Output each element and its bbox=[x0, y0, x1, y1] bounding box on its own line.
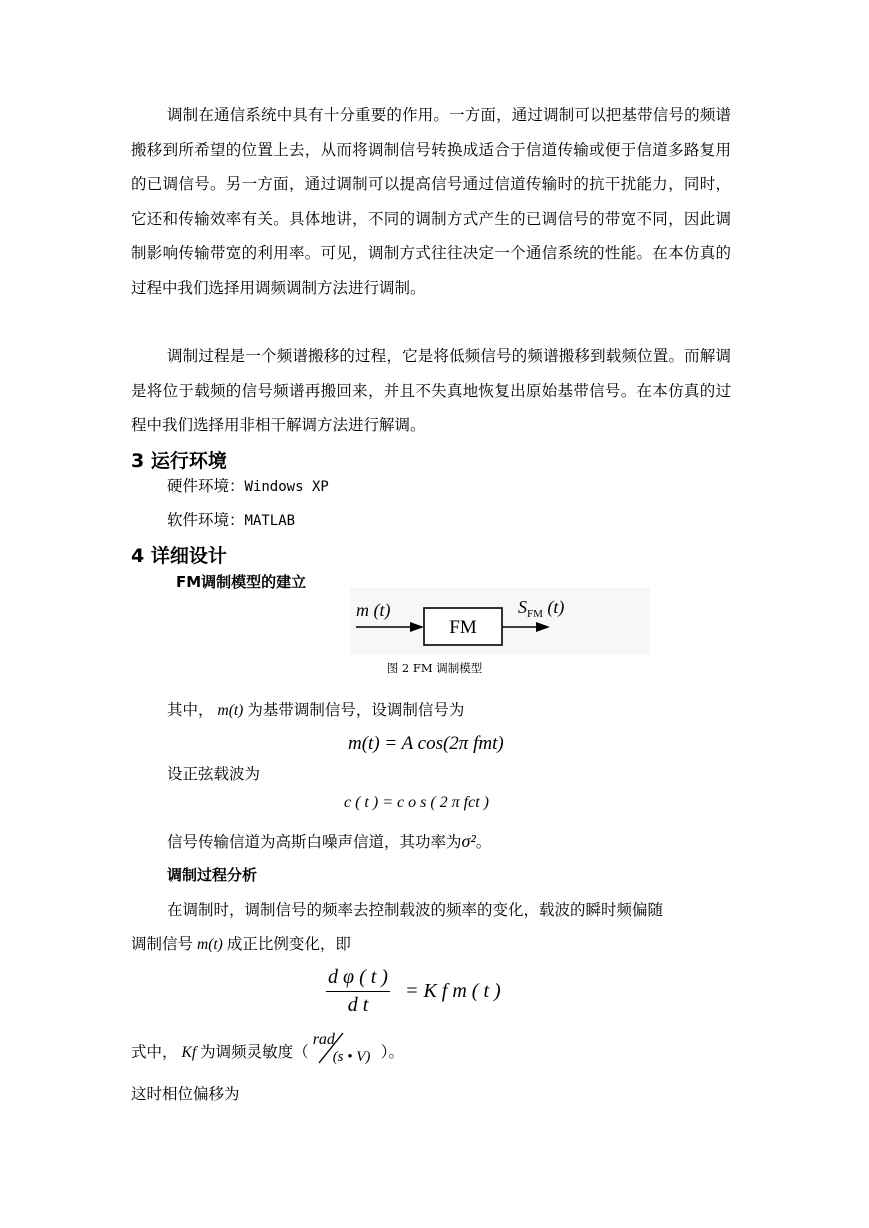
where-mt-symbol: m(t) bbox=[217, 702, 244, 719]
formula-carrier bbox=[344, 794, 489, 812]
derivative-rhs: = K f m ( t ) bbox=[404, 980, 501, 1002]
channel-prefix: 信号传输信道为高斯白噪声信道，其功率为 bbox=[167, 833, 462, 851]
diagram-input-label: m (t) bbox=[356, 600, 391, 620]
analysis-line2-prefix: 调制信号 bbox=[131, 935, 194, 953]
derivative-numerator: d φ ( t ) bbox=[326, 966, 390, 992]
where-prefix: 其中， bbox=[167, 701, 214, 719]
phase-shift-line: 这时相位偏移为 bbox=[131, 1085, 240, 1103]
kf-symbol: Kf bbox=[181, 1044, 197, 1061]
channel-suffix: 。 bbox=[475, 833, 492, 851]
where-mt-line bbox=[167, 698, 464, 720]
analysis-line-1: 在调制时，调制信号的频率去控制载波的频率的变化，载波的瞬时频偏随 bbox=[167, 901, 664, 919]
fm-block-diagram bbox=[350, 588, 650, 654]
kf-suffix: ）。 bbox=[380, 1043, 404, 1061]
formula-modulating-signal bbox=[348, 733, 504, 755]
section-4-heading: 4 详细设计 bbox=[131, 545, 227, 567]
carrier-intro-line: 设正弦载波为 bbox=[167, 765, 261, 783]
intro-paragraph-1: 调制在通信系统中具有十分重要的作用。一方面，通过调制可以把基带信号的频谱搬移到所希望的位置上去，从而将调制信号转换成适合于信道传输或便于信道多路复用的已调信号。另一方面，通过调制可以提高信号通过信道传输时的抗干扰能力，同时，它还和传输效率有关。具体地讲，不同的调制方式产生的已调信号的带宽不同，因此调制影响传输带宽的利用率。可见，调制方式往往决定一个通信系统的性能。在本仿真的过程中我们选择用调频调制方法进行调制。 bbox=[131, 106, 731, 297]
kf-unit-numerator: rad bbox=[312, 1031, 335, 1048]
software-env-label: 软件环境： bbox=[167, 511, 245, 529]
kf-mid: 为调频灵敏度（ bbox=[200, 1043, 309, 1061]
formula-ct-text: c ( t ) = c o s ( 2 π fct ) bbox=[344, 794, 489, 811]
analysis-line2-suffix: 成正比例变化，即 bbox=[226, 935, 351, 953]
analysis-mt-symbol: m(t) bbox=[197, 936, 223, 953]
formula-mt-text: m(t) = A cos(2π fmt) bbox=[348, 733, 504, 754]
where-suffix: 为基带调制信号，设调制信号为 bbox=[247, 701, 465, 719]
derivative-formula bbox=[326, 966, 501, 1017]
figure-caption: 图 2 FM 调制模型 bbox=[386, 661, 483, 675]
section-3-heading: 3 运行环境 bbox=[131, 450, 227, 472]
hardware-env-label: 硬件环境： bbox=[167, 477, 245, 495]
diagram-output-label: $S_{FM}$ (t) bbox=[518, 597, 565, 620]
software-env-line bbox=[167, 508, 295, 530]
hardware-env-line bbox=[167, 474, 329, 496]
kf-unit bbox=[309, 1031, 381, 1065]
software-env-value: MATLAB bbox=[244, 513, 296, 529]
channel-line bbox=[167, 830, 491, 852]
derivative-fraction bbox=[326, 966, 390, 1017]
kf-unit-denominator: (s • V) bbox=[332, 1049, 371, 1065]
derivative-denominator: d t bbox=[347, 994, 369, 1016]
diagram-fm-block-label: FM bbox=[449, 617, 477, 638]
kf-prefix: 式中， bbox=[131, 1043, 178, 1061]
analysis-line-2 bbox=[131, 932, 351, 954]
intro-paragraph-2: 调制过程是一个频谱搬移的过程，它是将低频信号的频谱搬移到载频位置。而解调是将位于载频的信号频谱再搬回来，并且不失真地恢复出原始基带信号。在本仿真的过程中我们选择用非相干解调方法进行解调。 bbox=[131, 347, 731, 434]
fm-model-subheading: FM调制模型的建立 bbox=[176, 573, 307, 591]
analysis-heading: 调制过程分析 bbox=[167, 866, 258, 884]
sigma-squared: σ² bbox=[461, 831, 476, 851]
kf-line bbox=[131, 1031, 404, 1065]
hardware-env-value: Windows XP bbox=[244, 479, 329, 495]
